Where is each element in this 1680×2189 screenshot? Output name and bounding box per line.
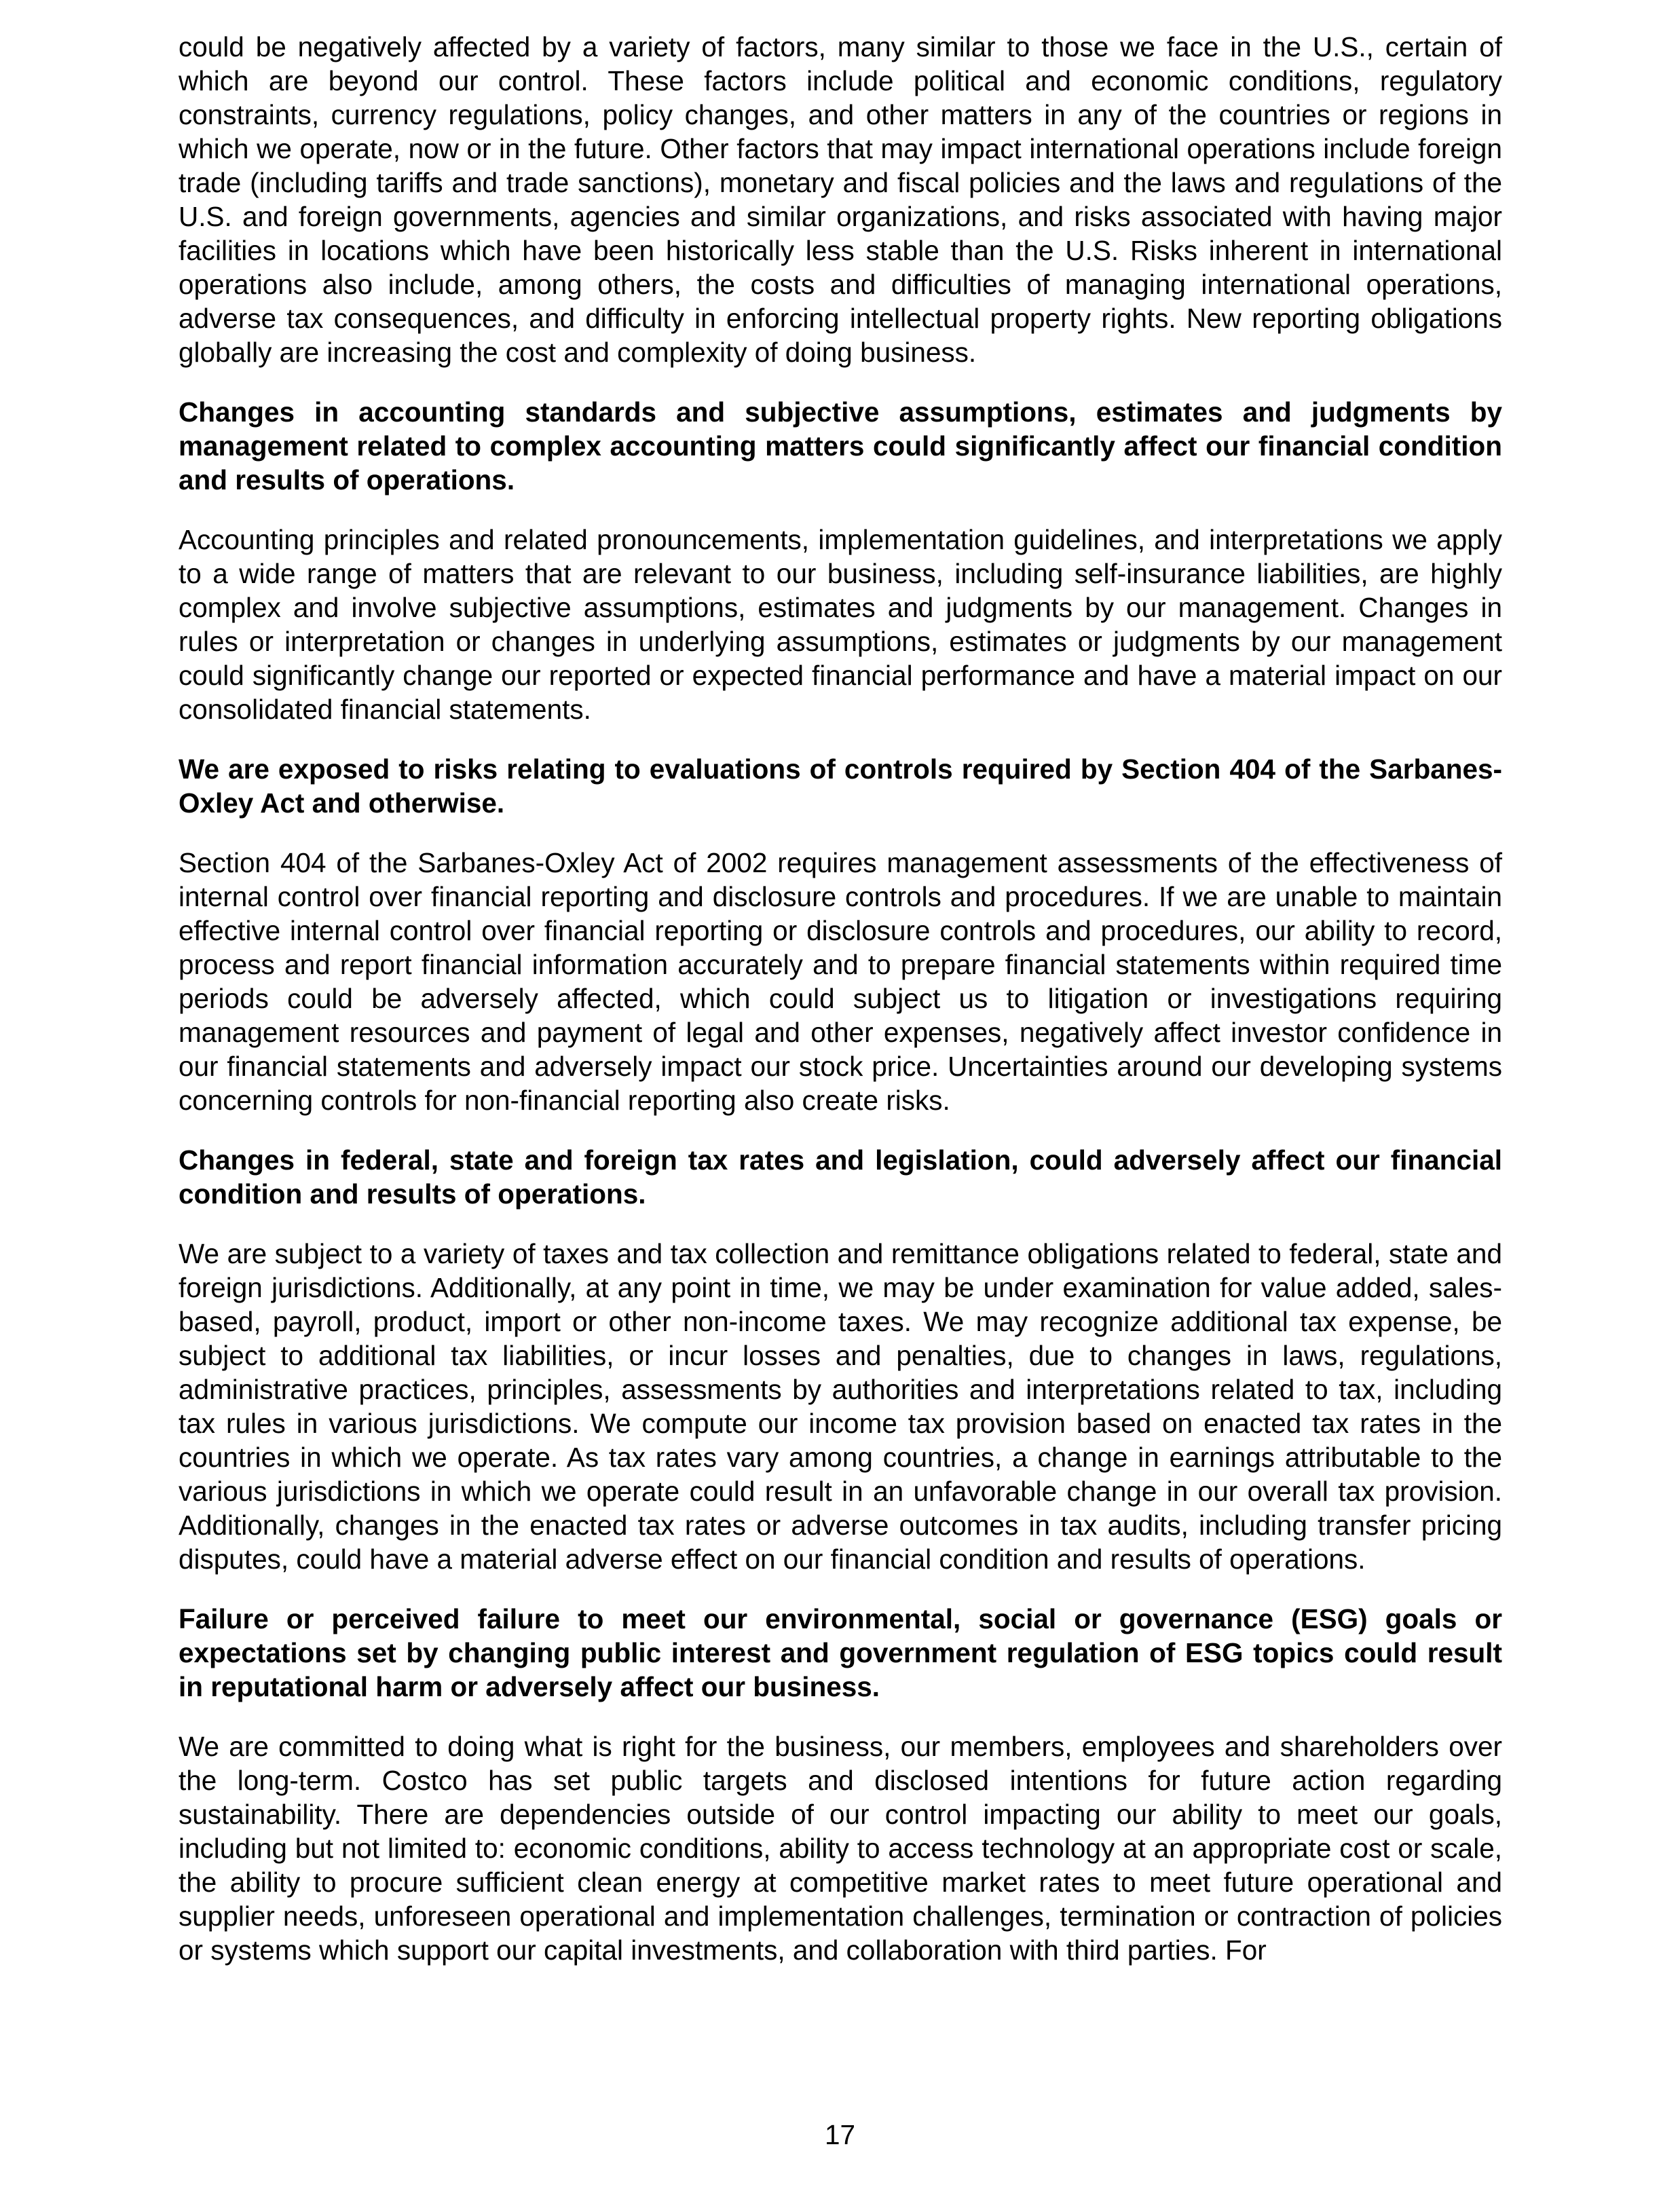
heading-accounting-standards: Changes in accounting standards and subjective assumptions, estimates and judgments by management related to complex accounting matters could significantly affect our financial condition and results of operations. (179, 396, 1502, 495)
heading-tax-rates: Changes in federal, state and foreign tax rates and legislation, could adversely affect our financial condition and results of operations. (179, 1144, 1502, 1210)
document-body (179, 30, 1502, 1993)
paragraph-esg-commitment: We are committed to doing what is right for the business, our members, employees and shareholders over the long-term. Costco has set public targets and disclosed intentions for future action regarding sustainability. There are dependencies outside of our control impacting our ability to meet our goals, including but not limited to: economic conditions, ability to access technology at an appropriate cost or scale, the ability to procure sufficient clean energy at competitive market rates to meet future operational and supplier needs, unforeseen operational and implementation challenges, termination or contraction of policies or systems which support our capital investments, and collaboration with third parties. For (179, 1731, 1502, 1966)
page-number: 17 (824, 2119, 856, 2150)
heading-sarbanes-oxley: We are exposed to risks relating to evaluations of controls required by Section 404 of the Sarbanes-Oxley Act and otherwise. (179, 753, 1502, 819)
paragraph-section-404: Section 404 of the Sarbanes-Oxley Act of 2002 requires management assessments of the effectiveness of internal control over financial reporting and disclosure controls and procedures. If we are unable to maintain effective internal control over financial reporting or disclosure controls and procedures, our ability to record, process and report financial information accurately and to prepare financial statements within required time periods could be adversely affected, which could subject us to litigation or investigations requiring management resources and payment of legal and other expenses, negatively affect investor confidence in our financial statements and adversely impact our stock price. Uncertainties around our developing systems concerning controls for non-financial reporting also create risks. (179, 847, 1502, 1116)
paragraph-international-operations: could be negatively affected by a variety of factors, many similar to those we face in the U.S., certain of which are beyond our control. These factors include political and economic conditions, regulatory constraints, currency regulations, policy changes, and other matters in any of the countries or regions in which we operate, now or in the future. Other factors that may impact international operations include foreign trade (including tariffs and trade sanctions), monetary and fiscal policies and the laws and regulations of the U.S. and foreign governments, agencies and similar organizations, and risks associated with having major facilities in locations which have been historically less stable than the U.S. Risks inherent in international operations also include, among others, the costs and difficulties of managing international operations, adverse tax consequences, and difficulty in enforcing intellectual property rights. New reporting obligations globally are increasing the cost and complexity of doing business. (179, 31, 1502, 368)
paragraph-accounting-principles: Accounting principles and related pronouncements, implementation guidelines, and interpretations we apply to a wide range of matters that are relevant to our business, including self-insurance liabilities, are highly complex and involve subjective assumptions, estimates and judgments by our management. Changes in rules or interpretation or changes in underlying assumptions, estimates or judgments by our management could significantly change our reported or expected financial performance and have a material impact on our consolidated financial statements. (179, 524, 1502, 725)
heading-esg-goals: Failure or perceived failure to meet our environmental, social or governance (ESG) goals or expectations set by changing public interest and government regulation of ESG topics could result in reputational harm or adversely affect our business. (179, 1603, 1502, 1702)
paragraph-taxes: We are subject to a variety of taxes and tax collection and remittance obligations related to federal, state and foreign jurisdictions. Additionally, at any point in time, we may be under examination for value added, sales-based, payroll, product, import or other non-income taxes. We may recognize additional tax expense, be subject to additional tax liabilities, or incur losses and penalties, due to changes in laws, regulations, administrative practices, principles, assessments by authorities and interpretations related to tax, including tax rules in various jurisdictions. We compute our income tax provision based on enacted tax rates in the countries in which we operate. As tax rates vary among countries, a change in earnings attributable to the various jurisdictions in which we operate could result in an unfavorable change in our overall tax provision. Additionally, changes in the enacted tax rates or adverse outcomes in tax audits, including transfer pricing disputes, could have a material adverse effect on our financial condition and results of operations. (179, 1238, 1502, 1575)
